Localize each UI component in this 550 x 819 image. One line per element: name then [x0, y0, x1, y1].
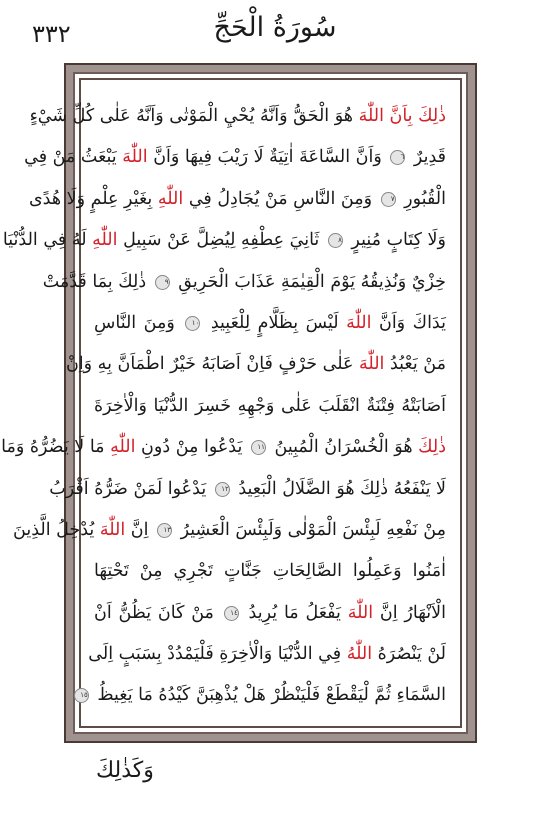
verse-text: بِغَيْرِ عِلْمٍ وَلَا هُدًى: [28, 188, 158, 209]
text-line: [29, 96, 446, 137]
verse-text: فِي الدُّنْيَا وَالْاٰخِرَةِ فَلْيَمْدُدْ بِسَبَبٍ اِلَى: [88, 644, 347, 665]
verse-text: عَلٰى حَرْفٍ فَاِنْ اَصَابَهُ خَيْرٌ اطْمَاَنَّ بِهِ وَاِنْ: [65, 354, 360, 375]
verse-text: لَيْسَ بِظَلَّامٍ لِلْعَبِيدِ: [203, 312, 347, 333]
verse-text: يَبْعَثُ مَنْ فِي: [24, 147, 123, 168]
highlighted-word: اللّٰهَ: [99, 519, 126, 540]
highlighted-word: اللّٰهِ: [110, 437, 136, 458]
verse-text: هُوَ الْحَقُّ وَاَنَّهُ يُحْيِ الْمَوْتٰى وَاَنَّهُ عَلٰى كُلِّ شَيْءٍ: [29, 106, 359, 126]
highlighted-word: اللّٰهَ: [358, 106, 384, 126]
verse-end-marker: ١٣: [157, 523, 172, 538]
verse-text: لَنْ يَنْصُرَهُ: [372, 644, 446, 665]
verse-text: ذٰلِكَ بِمَا قَدَّمَتْ: [42, 271, 152, 292]
page-number: ٣٣٢: [32, 20, 71, 48]
catchword: وَكَذٰلِكَ: [96, 758, 154, 783]
verse-text: اَصَابَتْهُ فِتْنَةٌ انْقَلَبَ عَلٰى وَجْهِهِ خَسِرَ الدُّنْيَا وَالْاٰخِرَةَ: [94, 395, 446, 416]
verse-text: اٰمَنُوا وَعَمِلُوا الصَّالِحَاتِ جَنَّاتٍ تَجْرِي مِنْ تَحْتِهَا: [94, 561, 446, 582]
highlighted-word: اللّٰهِ: [92, 230, 118, 251]
verse-text: وَاَنَّ السَّاعَةَ اٰتِيَةٌ لَا رَيْبَ فِيهَا وَاَنَّ: [147, 147, 388, 168]
text-line: [13, 510, 446, 551]
verse-text: يَفْعَلُ مَا يُرِيدُ: [241, 602, 348, 623]
text-line: [94, 303, 446, 344]
verse-text: لَهُ فِي الدُّنْيَا: [2, 230, 93, 251]
highlighted-word: ذٰلِكَ بِاَنَّ: [383, 106, 446, 126]
verse-text: هُوَ الْخُسْرَانُ الْمُبِينُ: [268, 437, 419, 458]
text-line: [24, 137, 446, 178]
verse-text: الْاَنْهَارُ اِنَّ: [373, 602, 446, 623]
text-line: [88, 634, 446, 675]
verse-end-marker: ١٤: [224, 606, 239, 621]
verse-text: الْقُبُورِ: [398, 188, 446, 209]
verse-text: وَمِنَ النَّاسِ مَنْ يُجَادِلُ فِي: [183, 188, 378, 209]
text-line: [1, 427, 446, 468]
verse-end-marker: ٧: [381, 192, 396, 207]
highlighted-word: اللّٰهُ: [346, 644, 373, 665]
verse-end-marker: ٦: [390, 150, 405, 165]
verse-end-marker: ١٥: [74, 688, 89, 703]
text-line: [65, 344, 446, 385]
verse-text: خِزْيٌ وَنُذِيقُهُ يَوْمَ الْقِيٰمَةِ عَذَابَ الْحَرِيقِ: [172, 271, 446, 292]
text-line: [42, 262, 446, 303]
verse-text: يَدَاكَ وَاَنَّ: [371, 312, 446, 333]
verse-text: اِنَّ: [125, 519, 155, 540]
verse-end-marker: ٩: [155, 275, 170, 290]
verse-text: ثَانِيَ عِطْفِهِ لِيُضِلَّ عَنْ سَبِيلِ: [117, 230, 325, 251]
verse-text: مَا لَا يَضُرُّهُ وَمَا: [1, 437, 111, 458]
highlighted-word: اللّٰهَ: [346, 312, 372, 333]
verse-text: السَّمَاءِ ثُمَّ لْيَقْطَعْ فَلْيَنْظُرْ هَلْ يُذْهِبَنَّ كَيْدُهُ مَا يَغِيظُ: [91, 685, 446, 706]
quran-text-block: [1, 96, 446, 720]
verse-text: مَنْ يَعْبُدُ: [384, 354, 446, 375]
text-line: [94, 551, 446, 592]
highlighted-word: اللّٰهَ: [122, 147, 148, 168]
page-header: [0, 0, 550, 60]
highlighted-word: اللّٰهِ: [157, 188, 184, 209]
verse-text: يَدْعُوا مِنْ دُونِ: [135, 437, 248, 458]
verse-text: وَمِنَ النَّاسِ: [94, 312, 183, 333]
verse-text: مَنْ كَانَ يَظُنُّ اَنْ: [94, 602, 221, 623]
verse-end-marker: ١٢: [215, 482, 230, 497]
highlighted-word: اللّٰهَ: [359, 354, 385, 375]
verse-text: لَا يَنْفَعُهُ ذٰلِكَ هُوَ الضَّلَالُ الْبَعِيدُ: [232, 478, 446, 499]
text-line: [80, 675, 446, 716]
text-line: [49, 469, 446, 510]
verse-end-marker: ١١: [251, 440, 266, 455]
verse-text: مِنْ نَفْعِهِ لَبِئْسَ الْمَوْلٰى وَلَبِئْسَ الْعَشِيرُ: [175, 519, 446, 540]
verse-text: وَلَا كِتَابٍ مُنِيرٍ: [345, 230, 446, 251]
verse-end-marker: ١٠: [185, 316, 200, 331]
verse-text: قَدِيرٌ: [408, 147, 446, 168]
highlighted-word: ذٰلِكَ: [418, 437, 446, 458]
verse-text: يَدْعُوا لَمَنْ ضَرُّهُ اَقْرَبُ: [49, 478, 212, 499]
highlighted-word: اللّٰهَ: [347, 602, 374, 623]
text-line: [94, 593, 446, 634]
text-line: [2, 220, 446, 261]
verse-text: يُدْخِلُ الَّذِينَ: [13, 519, 100, 540]
surah-title: سُورَةُ الْحَجِّ: [213, 12, 337, 43]
text-line: [28, 179, 446, 220]
verse-end-marker: ٨: [328, 233, 343, 248]
text-line: [94, 386, 446, 427]
